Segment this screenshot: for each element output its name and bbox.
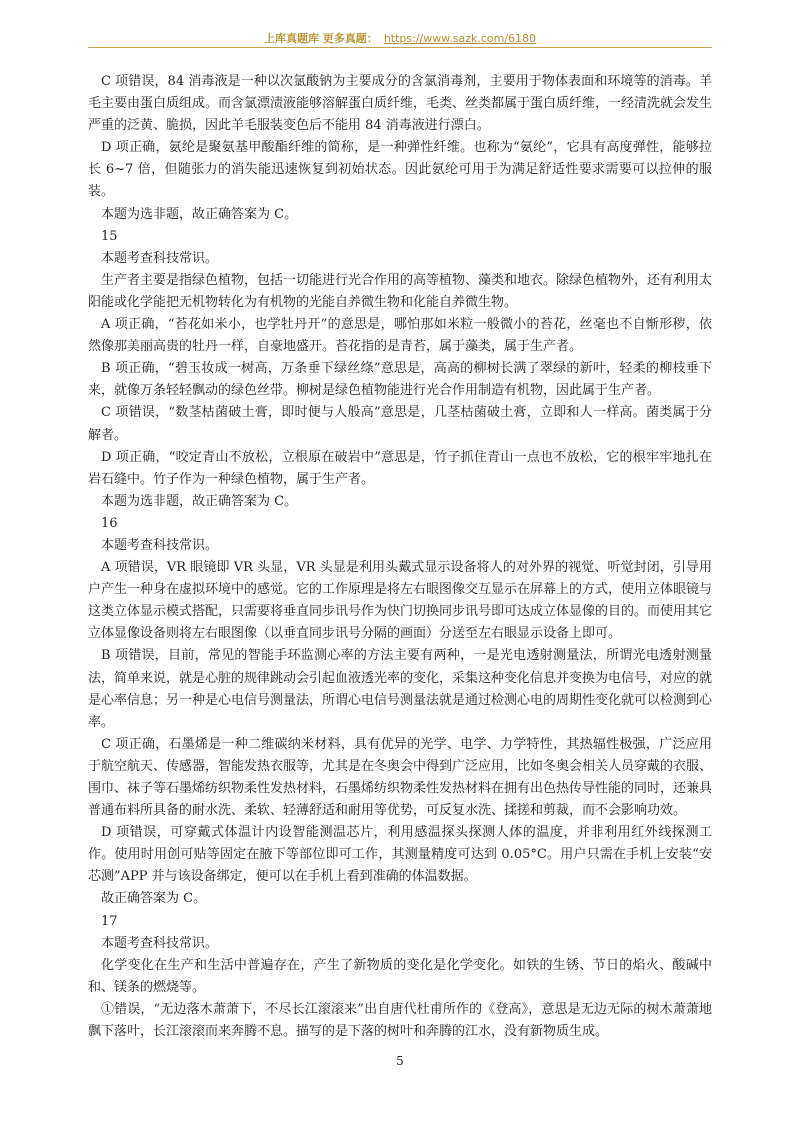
paragraph: B 项正确，“碧玉妆成一树高，万条垂下绿丝绦”意思是，高高的柳树长满了翠绿的新叶，轻柔的柳枝垂下来，就像万条轻轻飘动的绿色丝带。柳树是绿色植物能进行光合作用制造有机物，因此属于生产者。 [88, 361, 712, 399]
paragraph: 本题考查科技常识。 [101, 250, 219, 266]
question-number: 17 [101, 913, 118, 929]
paragraph: 本题为选非题，故正确答案为 C。 [101, 206, 298, 222]
paragraph: D 项正确，氨纶是聚氨基甲酸酯纤维的简称，是一种弹性纤维。也称为“氨纶”，它具有高度弹性，能够拉长 6~7 倍，但随张力的消失能迅速恢复到初始状态。因此氨纶可用于为满足舒适性要求需要可以拉伸的服装。 [88, 140, 712, 200]
page-number: 5 [396, 1054, 404, 1068]
paragraph: D 项正确，“咬定青山不放松，立根原在破岩中”意思是，竹子抓住青山一点也不放松，它的根牢牢地扎在岩石缝中。竹子作为一种绿色植物，属于生产者。 [88, 449, 712, 487]
paragraph: C 项错误，“数茎枯菌破土膏，即时便与人般高”意思是，几茎枯菌破土膏，立即和人一样高。菌类属于分解者。 [88, 405, 712, 443]
paragraph: 生产者主要是指绿色植物，包括一切能进行光合作用的高等植物、藻类和地衣。除绿色植物外，还有利用太阳能或化学能把无机物转化为有机物的光能自养微生物和化能自养微生物。 [88, 272, 713, 310]
paragraph: 本题考查科技常识。 [101, 935, 219, 951]
paragraph: ①错误，“无边落木萧萧下，不尽长江滚滚来”出自唐代杜甫所作的《登高》，意思是无边无际的树木萧萧地飘下落叶，长江滚滚而来奔腾不息。描写的是下落的树叶和奔腾的江水，没有新物质生成。 [88, 1001, 712, 1040]
paragraph: B 项错误，目前，常见的智能手环监测心率的方法主要有两种，一是光电透射测量法，所谓光电透射测量法，简单来说，就是心脏的规律跳动会引起血液透光率的变化，采集这种变化信息并变换为电信号，对应的就是心率信息；另一种是心电信号测量法，所谓心电信号测量法就是通过检测心电的周期性变化就可以检测到心率。 [88, 648, 713, 730]
header-label: 上库真题库 更多真题： [263, 32, 378, 45]
page-header [0, 30, 800, 46]
question-number: 15 [101, 228, 118, 244]
paragraph: C 项正确，石墨烯是一种二维碳纳米材料，具有优异的光学、电学、力学特性，其热辐性极强，广泛应用于航空航天、传感器，智能发热衣服等，尤其是在冬奥会中得到广泛应用，比如冬奥会相关人员穿戴的衣服、围巾、袜子等石墨烯纺织物柔性发热材料，石墨烯纺织物柔性发热材料在拥有出色热传导性能的同时，还兼具普通布料所具备的耐水洗、柔软、轻薄舒适和耐用等优势，可反复水洗、揉搓和剪裁，而不会影响功效。 [88, 736, 713, 819]
paragraph: 本题为选非题，故正确答案为 C。 [101, 493, 298, 509]
paragraph: 故正确答案为 C。 [101, 891, 207, 907]
paragraph: D 项错误，可穿戴式体温计内设智能测温芯片，利用感温探头探测人体的温度，并非利用红外线探测工作。使用时用创可贴等固定在腋下等部位即可工作，其测量精度可达到 0.05°C。用户只需在手机上安装“安芯测”APP 并与该设备绑定，便可以在手机上看到准确的体温数据。 [88, 825, 712, 885]
question-number: 16 [101, 515, 118, 531]
document-body [88, 71, 712, 1043]
paragraph: 化学变化在生产和生活中普遍存在，产生了新物质的变化是化学变化。如铁的生锈、节日的焰火、酸碱中和、镁条的燃烧等。 [88, 957, 712, 995]
header-divider [88, 47, 712, 48]
header-link[interactable]: https://www.sazk.com/6180 [383, 32, 537, 45]
paragraph: A 项正确，“苔花如米小，也学牡丹开”的意思是，哪怕那如米粒一般微小的苔花，丝毫也不自惭形秽，依然像那美丽高贵的牡丹一样，自豪地盛开。苔花指的是青苔，属于藻类，属于生产者。 [88, 317, 712, 355]
paragraph: C 项错误，84 消毒液是一种以次氯酸钠为主要成分的含氯消毒剂，主要用于物体表面和环境等的消毒。羊毛主要由蛋白质组成。而含氯漂渍液能够溶解蛋白质纤维，毛类、丝类都属于蛋白质纤维，一经清洗就会发生严重的泛黄、脆损，因此羊毛服装变色后不能用 84 消毒液进行漂白。 [88, 74, 713, 134]
paragraph: A 项错误，VR 眼镜即 VR 头显，VR 头显是利用头戴式显示设备将人的对外界的视觉、听觉封闭，引导用户产生一种身在虚拟环境中的感觉。它的工作原理是将左右眼图像交互显示在屏幕上的方式，使用立体眼镜与这类立体显示模式搭配，只需要将垂直同步讯号作为快门切换同步讯号即可达成立体显像的目的。而使用其它立体显像设备则将左右眼图像（以垂直同步讯号分隔的画面）分送至左右眼显示设备上即可。 [88, 560, 713, 642]
paragraph: 本题考查科技常识。 [101, 537, 219, 553]
